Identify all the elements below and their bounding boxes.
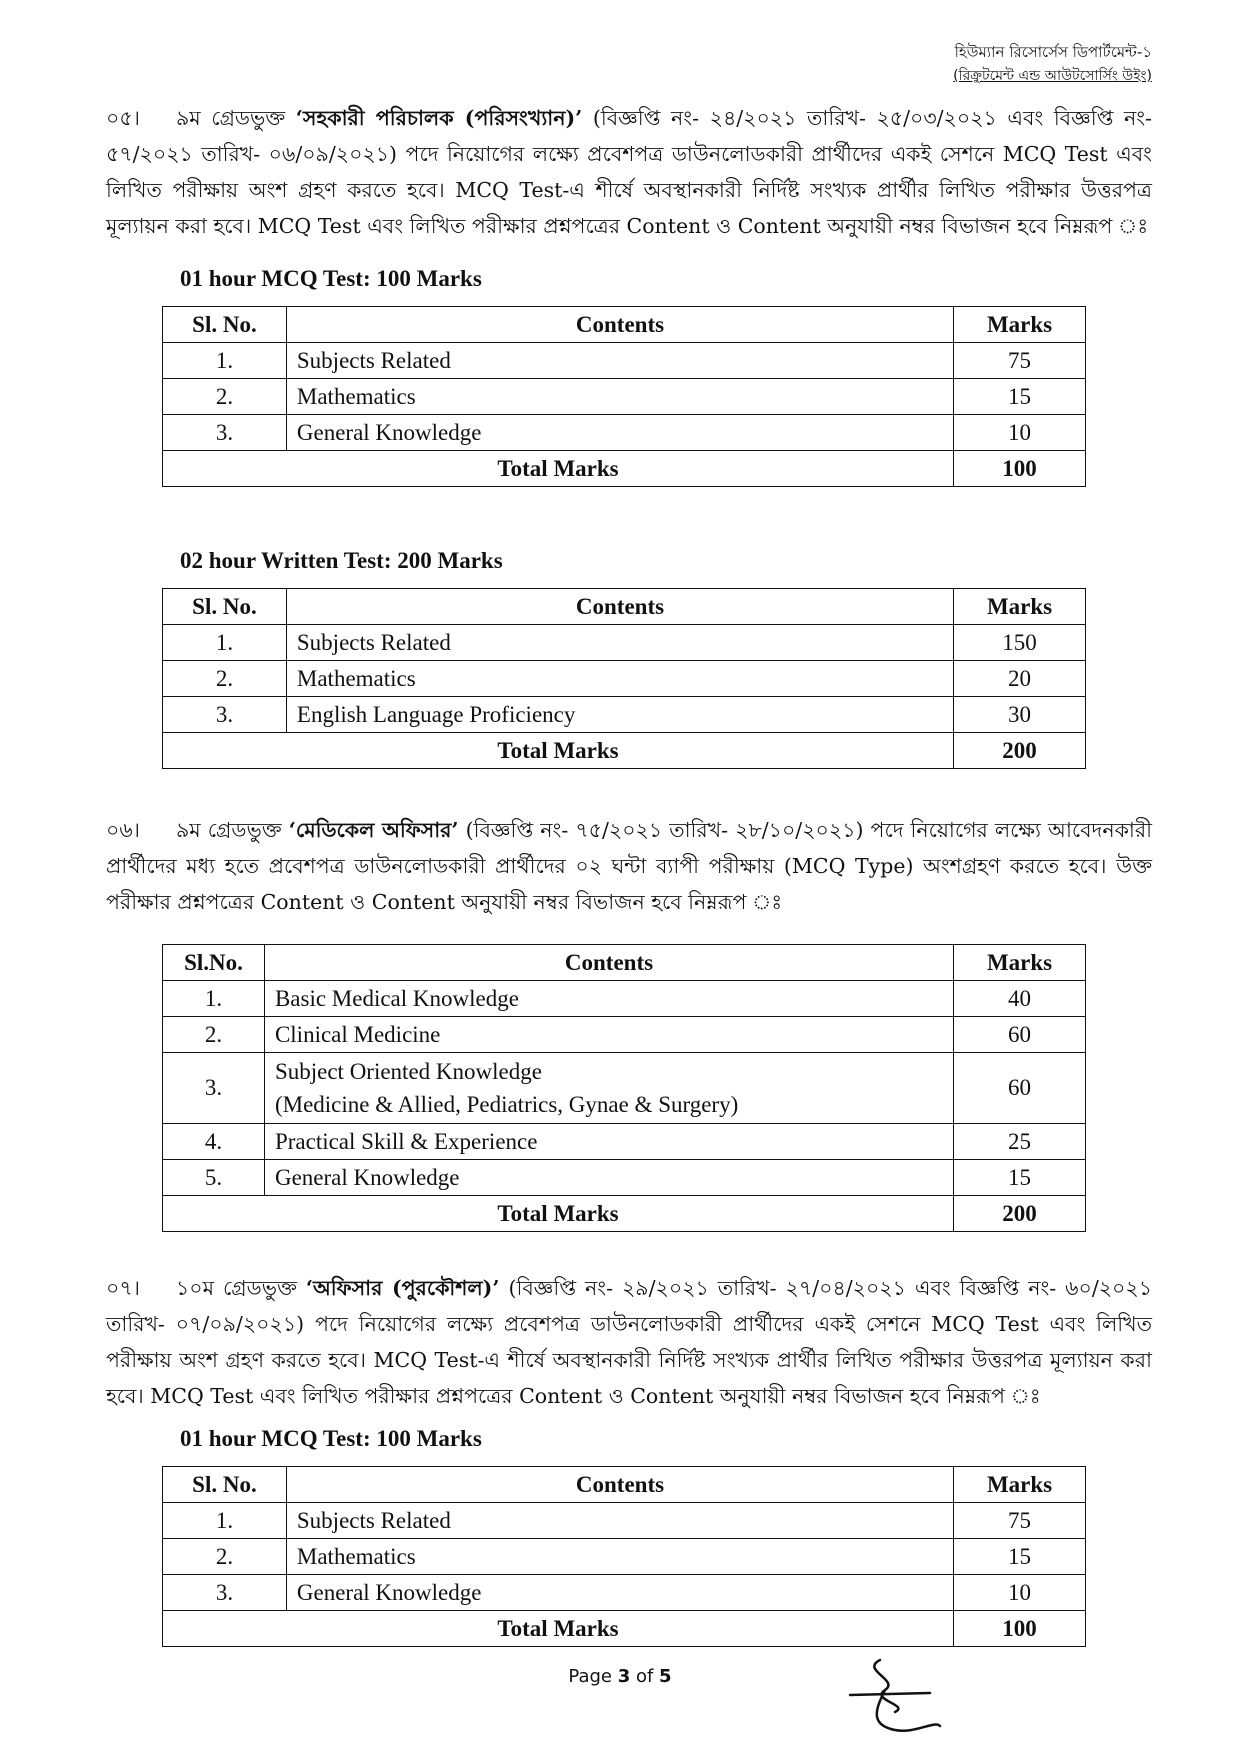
cell-marks: 15 [954,1539,1086,1575]
table-header-row [163,307,1086,343]
col-header-sl: Sl. No. [163,589,287,625]
col-header-contents: Contents [286,589,953,625]
cell-marks: 60 [954,1017,1086,1053]
department-name: হিউম্যান রিসোর্সেস ডিপার্টমেন্ট-১ [954,43,1152,61]
page-number [0,1666,1240,1687]
cell-marks: 40 [954,981,1086,1017]
cell-content [264,1053,953,1124]
table-header-row [163,1467,1086,1503]
col-header-marks: Marks [954,945,1086,981]
cell-marks: 10 [954,1575,1086,1611]
cell-content: Practical Skill & Experience [264,1124,953,1160]
marks-table-medical-officer [162,944,1086,1232]
table-row [163,1053,1086,1124]
handwritten-signature [840,1650,950,1740]
cell-marks: 25 [954,1124,1086,1160]
cell-content: General Knowledge [286,1575,953,1611]
marks-table-written-statistics [162,588,1086,769]
table-heading: 02 hour Written Test: 200 Marks [180,548,503,573]
cell-marks: 75 [954,1503,1086,1539]
section-text: (বিজ্ঞপ্তি নং- ২৯/২০২১ তারিখ- ২৭/০৪/২০২১ এবং বিজ্ঞপ্তি নং- ৬০/২০২১ তারিখ- ০৭/০৯/২০২১) পদে নিয়োগের লক্ষ্যে প্রবেশপত্র ডাউনলোডকারী প্রার্থীদের একই সেশনে MCQ Test এবং লিখিত পরীক্ষায় অংশ গ্রহণ করতে হবে। MCQ Test-এ শীর্ষে অবস্থানকারী নির্দিষ্ট সংখ্যক প্রার্থীর লিখিত পরীক্ষার উত্তরপত্র মূল্যায়ন করা হবে। MCQ Test এবং লিখিত পরীক্ষার প্রশ্নপত্রের Content ও Content অনুযায়ী নম্বর বিভাজন হবে নিম্নরূপ ঃ [106,1276,1153,1408]
cell-sl: 3. [163,1575,287,1611]
cell-content: Mathematics [286,379,953,415]
col-header-contents: Contents [286,1467,953,1503]
table-row [163,1160,1086,1196]
table-row [163,343,1086,379]
cell-sl: 1. [163,981,265,1017]
cell-sl: 2. [163,1539,287,1575]
cell-marks: 150 [954,625,1086,661]
section-number: ০৬। [106,818,140,842]
cell-content: Clinical Medicine [264,1017,953,1053]
cell-content: Subjects Related [286,343,953,379]
section-text: (বিজ্ঞপ্তি নং- ৭৫/২০২১ তারিখ- ২৮/১০/২০২১) পদে নিয়োগের লক্ষ্যে আবেদনকারী প্রার্থীদের মধ্য হতে প্রবেশপত্র ডাউনলোডকারী প্রার্থীদের ০২ ঘন্টা ব্যাপী পরীক্ষায় (MCQ Type) অংশগ্রহণ করতে হবে। উক্ত পরীক্ষার প্রশ্নপত্রের Content ও Content অনুযায়ী নম্বর বিভাজন হবে নিম্নরূপ ঃ [106,818,1152,914]
table-row [163,1503,1086,1539]
table-row [163,625,1086,661]
cell-marks: 15 [954,1160,1086,1196]
cell-marks: 15 [954,379,1086,415]
table-row [163,697,1086,733]
total-value: 200 [954,733,1086,769]
total-label: Total Marks [163,733,954,769]
table-header-row [163,945,1086,981]
cell-sl: 1. [163,1503,287,1539]
cell-sl: 5. [163,1160,265,1196]
cell-sl: 2. [163,379,287,415]
section-text: (বিজ্ঞপ্তি নং- ২৪/২০২১ তারিখ- ২৫/০৩/২০২১ এবং বিজ্ঞপ্তি নং- ৫৭/২০২১ তারিখ- ০৬/০৯/২০২১) পদে নিয়োগের লক্ষ্যে প্রবেশপত্র ডাউনলোডকারী প্রার্থীদের একই সেশনে MCQ Test এবং লিখিত পরীক্ষায় অংশ গ্রহণ করতে হবে। MCQ Test-এ শীর্ষে অবস্থানকারী নির্দিষ্ট সংখ্যক প্রার্থীর লিখিত পরীক্ষার উত্তরপত্র মূল্যায়ন করা হবে। MCQ Test এবং লিখিত পরীক্ষার প্রশ্নপত্রের Content ও Content অনুযায়ী নম্বর বিভাজন হবে নিম্নরূপ ঃ [106,106,1152,238]
total-row [163,1611,1086,1647]
total-value: 200 [954,1196,1086,1232]
cell-sl: 1. [163,625,287,661]
total-value: 100 [954,451,1086,487]
section-text-pre: ১০ম গ্রেডভুক্ত [176,1276,306,1300]
table-header-row [163,589,1086,625]
post-title: ‘অফিসার (পুরকৌশল)’ [305,1276,500,1300]
section-07-paragraph [106,1270,1152,1414]
table-row [163,1575,1086,1611]
col-header-contents: Contents [264,945,953,981]
cell-content: Mathematics [286,661,953,697]
table-heading: 01 hour MCQ Test: 100 Marks [180,1426,482,1451]
cell-marks: 60 [954,1053,1086,1124]
total-label: Total Marks [163,1196,954,1232]
cell-sl: 4. [163,1124,265,1160]
department-header [953,40,1152,88]
section-06-paragraph [106,812,1152,920]
cell-content-line2: (Medicine & Allied, Pediatrics, Gynae & Surgery) [274,1092,739,1117]
total-row [163,451,1086,487]
cell-sl: 2. [163,661,287,697]
cell-sl: 1. [163,343,287,379]
cell-content: Subjects Related [286,1503,953,1539]
table-row [163,661,1086,697]
cell-content: Subjects Related [286,625,953,661]
cell-sl: 3. [163,415,287,451]
total-row [163,733,1086,769]
cell-sl: 3. [163,1053,265,1124]
section-text-pre: ৯ম গ্রেডভুক্ত [176,818,289,842]
total-value: 100 [954,1611,1086,1647]
table-row [163,415,1086,451]
cell-content: General Knowledge [286,415,953,451]
table-row [163,1017,1086,1053]
page-current: 3 [617,1666,631,1687]
table-row [163,379,1086,415]
col-header-marks: Marks [954,589,1086,625]
wing-name: (রিক্রুটমেন্ট এন্ড আউটসোর্সিং উইং) [953,68,1152,84]
table-row [163,1539,1086,1575]
col-header-contents: Contents [286,307,953,343]
cell-marks: 10 [954,415,1086,451]
section-number: ০৫। [106,106,140,130]
page-prefix: Page [568,1666,618,1687]
total-row [163,1196,1086,1232]
total-label: Total Marks [163,451,954,487]
cell-content: Basic Medical Knowledge [264,981,953,1017]
post-title: ‘মেডিকেল অফিসার’ [288,818,459,842]
page-total: 5 [659,1666,672,1687]
marks-table-mcq-statistics [162,306,1086,487]
section-05-paragraph [106,100,1152,244]
table-row [163,1124,1086,1160]
col-header-sl: Sl. No. [163,1467,287,1503]
cell-marks: 75 [954,343,1086,379]
cell-content: General Knowledge [264,1160,953,1196]
table-heading: 01 hour MCQ Test: 100 Marks [180,266,482,291]
col-header-sl: Sl.No. [163,945,265,981]
section-text-pre: ৯ম গ্রেডভুক্ত [176,106,296,130]
total-label: Total Marks [163,1611,954,1647]
cell-marks: 30 [954,697,1086,733]
cell-content: English Language Proficiency [286,697,953,733]
marks-table-mcq-civil [162,1466,1086,1647]
cell-sl: 2. [163,1017,265,1053]
section-number: ০৭। [106,1276,140,1300]
cell-marks: 20 [954,661,1086,697]
col-header-marks: Marks [954,1467,1086,1503]
col-header-sl: Sl. No. [163,307,287,343]
table-row [163,981,1086,1017]
post-title: ‘সহকারী পরিচালক (পরিসংখ্যান)’ [295,106,583,130]
cell-content-line1: Subject Oriented Knowledge [274,1059,542,1084]
col-header-marks: Marks [954,307,1086,343]
cell-sl: 3. [163,697,287,733]
cell-content: Mathematics [286,1539,953,1575]
page-middle: of [630,1666,660,1687]
